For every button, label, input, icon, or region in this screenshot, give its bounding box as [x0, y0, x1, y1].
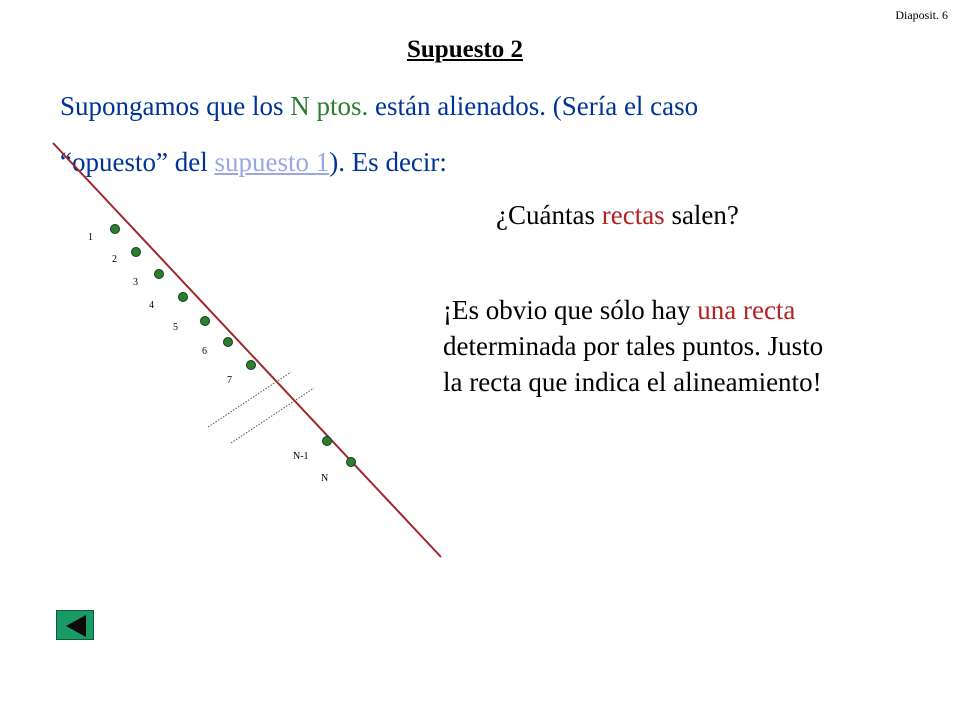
point-N	[347, 458, 356, 467]
point-label-3: 3	[133, 277, 138, 288]
answer-line3: la recta que indica el alineamiento!	[443, 367, 822, 397]
point-N-1	[323, 437, 332, 446]
supuesto-1-link[interactable]: supuesto 1	[214, 147, 330, 177]
question-part-a: ¿Cuántas	[496, 200, 602, 230]
question-rectas: rectas	[601, 200, 665, 230]
answer-line2: determinada por tales puntos. Justo	[443, 331, 824, 361]
point-label-N: N	[321, 473, 329, 484]
intro-text-1a: Supongamos que los	[60, 91, 291, 121]
back-nav-button[interactable]	[56, 610, 94, 640]
intro-text-2a: “opuesto” del	[60, 147, 215, 177]
point-label-N-1: N-1	[293, 451, 309, 462]
point-2	[132, 248, 141, 257]
point-1	[111, 225, 120, 234]
point-4	[179, 293, 188, 302]
point-6	[224, 338, 233, 347]
triangle-left-icon	[57, 611, 95, 641]
intro-n-points: N ptos.	[290, 91, 369, 121]
point-5	[201, 317, 210, 326]
points-group	[111, 225, 356, 467]
point-label-1: 1	[88, 232, 93, 243]
break-mark-2	[231, 388, 314, 443]
question-part-b: salen?	[664, 200, 739, 230]
point-7	[247, 361, 256, 370]
main-line	[53, 143, 441, 557]
point-label-6: 6	[202, 346, 207, 357]
intro-text-1b: están alienados. (Sería el caso	[368, 91, 699, 121]
point-3	[155, 270, 164, 279]
slide-number: Diaposit. 6	[895, 8, 948, 22]
point-label-4: 4	[149, 300, 154, 311]
answer-line1: ¡Es obvio que sólo hay	[443, 295, 698, 325]
point-label-7: 7	[227, 375, 232, 386]
point-label-5: 5	[173, 322, 178, 333]
point-label-2: 2	[112, 254, 117, 265]
point-labels-group	[88, 232, 328, 484]
break-mark-1	[208, 372, 291, 427]
slide-title: Supuesto 2	[406, 36, 523, 63]
answer-una-recta: una recta	[697, 295, 796, 325]
intro-text-2b: ). Es decir:	[329, 147, 447, 177]
